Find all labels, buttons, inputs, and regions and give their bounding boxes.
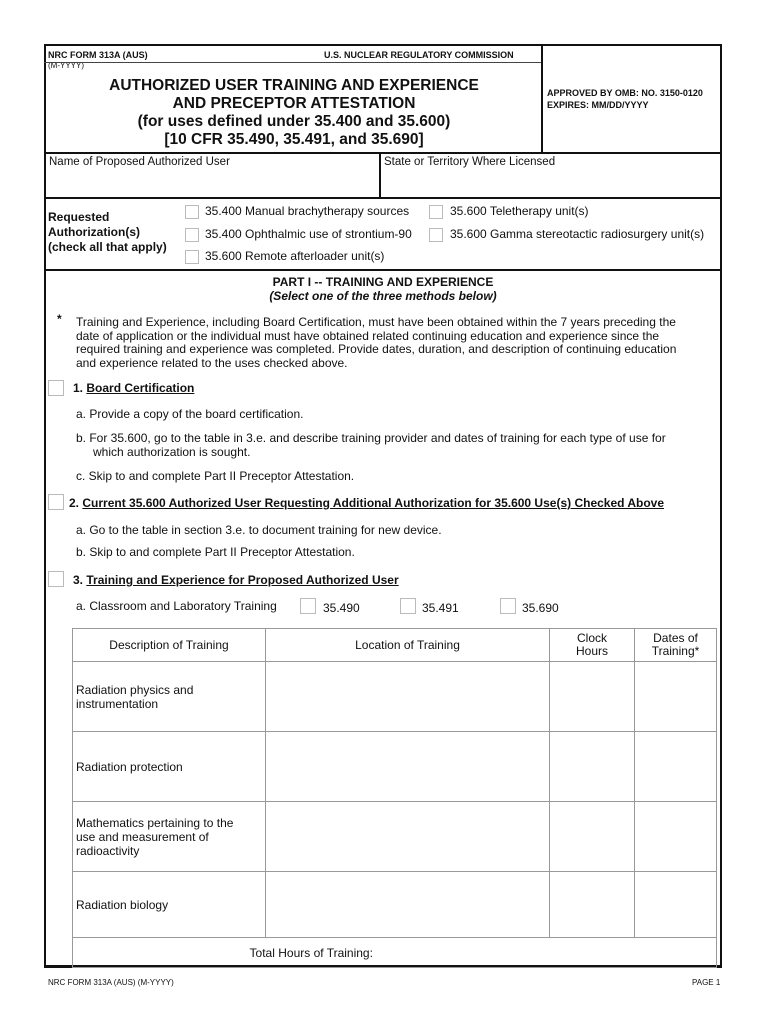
form-title-line4: [10 CFR 35.490, 35.491, and 35.690] — [164, 131, 424, 148]
row-location-cell[interactable] — [266, 732, 550, 802]
auth-ophthalmic-label: 35.400 Ophthalmic use of strontium-90 — [205, 227, 412, 241]
auth-gamma-knife-label: 35.600 Gamma stereotactic radiosurgery unit(s) — [450, 227, 705, 241]
name-row-rule — [44, 197, 722, 199]
method3-title: Training and Experience for Proposed Authorized User — [86, 573, 399, 587]
row-desc-line1: Mathematics pertaining to the — [76, 815, 234, 830]
training-note-line3: required training and experience was completed. Provide dates, duration, and description of continuing education — [76, 342, 677, 356]
classroom-35491-label: 35.491 — [422, 601, 459, 615]
method2-title: Current 35.600 Authorized User Requesting Additional Authorization for 35.600 Use(s) Checked Above — [82, 496, 665, 510]
classroom-training-label: a. Classroom and Laboratory Training — [76, 599, 277, 613]
auth-label-line3: (check all that apply) — [48, 240, 167, 254]
state-input[interactable] — [384, 174, 714, 194]
training-note-line1: Training and Experience, including Board Certification, must have been obtained within the 7 years preceding the — [76, 315, 676, 329]
method3-heading — [73, 574, 399, 588]
row-description: Radiation protection — [73, 732, 266, 802]
method2-checkbox[interactable] — [48, 494, 64, 510]
col-clock-line1: Clock — [576, 631, 607, 645]
method2-item-b: b. Skip to and complete Part II Preceptor Attestation. — [76, 545, 355, 559]
auth-gamma-knife-checkbox[interactable] — [429, 228, 443, 242]
row-desc-line2: instrumentation — [76, 696, 159, 711]
auth-manual-brachy-label: 35.400 Manual brachytherapy sources — [205, 204, 410, 218]
training-table — [72, 628, 717, 968]
name-input[interactable] — [49, 174, 373, 194]
training-table-header — [73, 629, 717, 662]
method1-item-c: c. Skip to and complete Part II Preceptor Attestation. — [76, 469, 355, 483]
auth-row-rule — [44, 269, 722, 271]
col-dates-line2: Training* — [651, 644, 700, 658]
auth-label-line2: Authorization(s) — [48, 225, 140, 239]
training-note-line4: and experience related to the uses checked above. — [76, 355, 348, 370]
table-row — [73, 732, 717, 802]
method1-item-a: a. Provide a copy of the board certification. — [76, 407, 304, 421]
method1-item-b-line1: b. For 35.600, go to the table in 3.e. and describe training provider and dates of training for each type of use for — [76, 431, 666, 445]
row-dates-cell[interactable] — [635, 662, 717, 732]
form-title-line1: AUTHORIZED USER TRAINING AND EXPERIENCE — [109, 77, 479, 94]
row-location-cell[interactable] — [266, 802, 550, 872]
row-dates-cell[interactable] — [635, 872, 717, 938]
table-row — [73, 662, 717, 732]
row-description: Radiation biology — [73, 872, 266, 938]
classroom-35490-checkbox[interactable] — [300, 598, 316, 614]
form-id: NRC FORM 313A (AUS) — [48, 50, 148, 60]
row-desc-line1: Radiation physics and — [76, 682, 194, 697]
col-clock-hours — [550, 629, 635, 662]
row-description — [73, 802, 266, 872]
auth-remote-afterloader-label: 35.600 Remote afterloader unit(s) — [205, 249, 385, 263]
auth-label-line1: Requested — [48, 210, 110, 224]
agency-name: U.S. NUCLEAR REGULATORY COMMISSION — [324, 50, 514, 60]
col-clock-line2: Hours — [575, 644, 608, 658]
note-asterisk: * — [57, 312, 62, 326]
col-location: Location of Training — [266, 629, 550, 662]
method3-number: 3. — [73, 573, 84, 587]
part1-subheading: (Select one of the three methods below) — [269, 289, 497, 303]
auth-teletherapy-checkbox[interactable] — [429, 205, 443, 219]
footer-page-number: PAGE 1 — [692, 978, 721, 987]
table-row — [73, 872, 717, 938]
auth-remote-afterloader-checkbox[interactable] — [185, 250, 199, 264]
total-hours-value[interactable] — [550, 938, 717, 968]
form-title-line2: AND PRECEPTOR ATTESTATION — [172, 95, 416, 112]
expires: EXPIRES: MM/DD/YYYY — [547, 100, 649, 110]
method2-number: 2. — [69, 496, 80, 510]
row-hours-cell[interactable] — [550, 732, 635, 802]
auth-manual-brachy-checkbox[interactable] — [185, 205, 199, 219]
method2-heading — [69, 497, 664, 511]
row-location-cell[interactable] — [266, 872, 550, 938]
method1-checkbox[interactable] — [48, 380, 64, 396]
method1-heading — [73, 382, 194, 396]
classroom-35490-label: 35.490 — [323, 601, 360, 615]
header-bottom-rule — [44, 152, 722, 154]
part1-heading: PART I -- TRAINING AND EXPERIENCE — [272, 275, 494, 289]
col-dates — [635, 629, 717, 662]
method1-number: 1. — [73, 381, 84, 395]
row-description — [73, 662, 266, 732]
row-dates-cell[interactable] — [635, 802, 717, 872]
form-title-line3: (for uses defined under 35.400 and 35.600) — [137, 113, 451, 130]
training-note — [76, 316, 716, 370]
total-row — [73, 938, 717, 968]
method1-title: Board Certification — [86, 381, 195, 395]
training-note-line2: date of application or the individual must have obtained related continuing education and experience since the — [76, 328, 660, 343]
row-dates-cell[interactable] — [635, 732, 717, 802]
auth-label — [48, 210, 167, 255]
method1-item-b-line2: which authorization is sought. — [93, 445, 251, 459]
footer-form-ref: NRC FORM 313A (AUS) (M-YYYY) — [48, 978, 174, 987]
table-row — [73, 802, 717, 872]
state-label: State or Territory Where Licensed — [384, 156, 556, 168]
row-hours-cell[interactable] — [550, 662, 635, 732]
omb-approval: APPROVED BY OMB: NO. 3150-0120 — [547, 88, 703, 98]
name-label: Name of Proposed Authorized User — [49, 156, 230, 168]
form-date: (M-YYYY) — [48, 61, 84, 70]
row-desc-line3: radioactivity — [76, 843, 140, 858]
classroom-35491-checkbox[interactable] — [400, 598, 416, 614]
method3-checkbox[interactable] — [48, 571, 64, 587]
row-hours-cell[interactable] — [550, 802, 635, 872]
row-hours-cell[interactable] — [550, 872, 635, 938]
total-hours-label: Total Hours of Training: — [73, 938, 550, 968]
auth-teletherapy-label: 35.600 Teletherapy unit(s) — [450, 204, 589, 218]
name-state-divider — [379, 152, 381, 198]
col-description: Description of Training — [73, 629, 266, 662]
auth-ophthalmic-checkbox[interactable] — [185, 228, 199, 242]
classroom-35690-checkbox[interactable] — [500, 598, 516, 614]
row-desc-line2: use and measurement of — [76, 829, 209, 844]
col-dates-line1: Dates of — [653, 631, 698, 645]
method2-item-a: a. Go to the table in section 3.e. to document training for new device. — [76, 523, 442, 537]
row-location-cell[interactable] — [266, 662, 550, 732]
agency-rule — [44, 62, 541, 63]
classroom-35690-label: 35.690 — [522, 601, 559, 615]
